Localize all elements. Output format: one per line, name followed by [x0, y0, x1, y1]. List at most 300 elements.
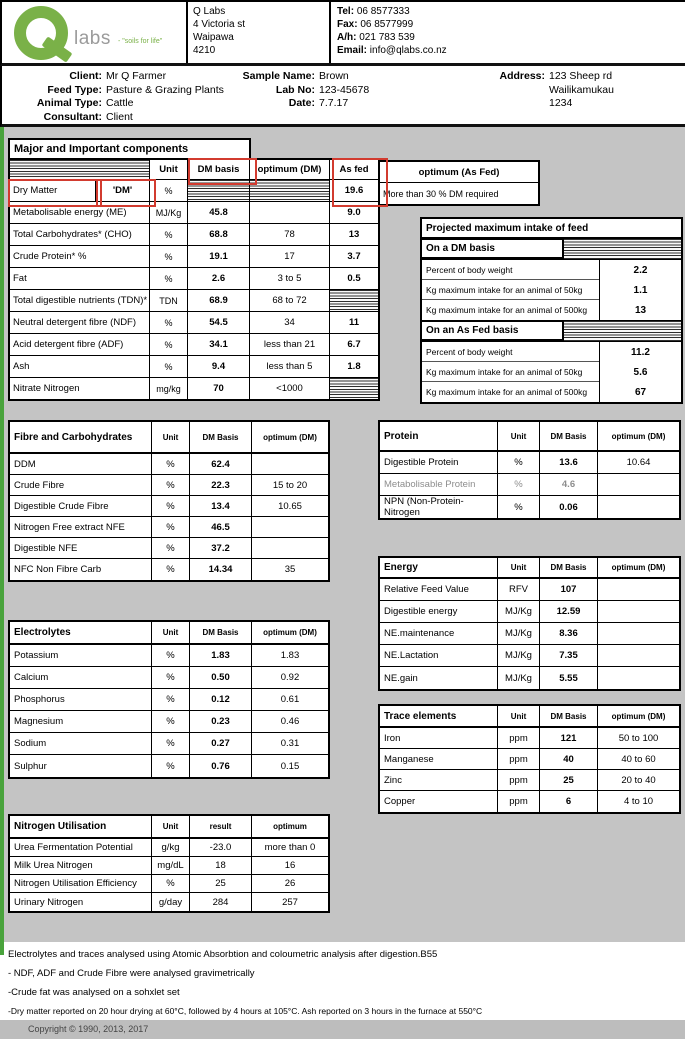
row-unit: MJ/Kg	[498, 667, 540, 689]
col-dm-basis: DM Basis	[540, 558, 598, 577]
row-label: Digestible Protein	[380, 452, 498, 473]
row-label: Total Carbohydrates* (CHO)	[10, 224, 150, 245]
col-optimum: optimum (DM)	[263, 432, 317, 442]
field-label: Client:	[69, 70, 102, 82]
sample-fields	[237, 70, 452, 124]
table-title: Projected maximum intake of feed	[422, 219, 681, 239]
dm-basis-value: 0.27	[190, 733, 252, 754]
row-label: NE.gain	[380, 667, 498, 689]
optimum-value: 16	[284, 860, 296, 871]
copyright-bar	[0, 1020, 685, 1039]
row-unit: %	[152, 875, 190, 892]
optimum-value: 10.65	[278, 500, 302, 512]
row-value: 2.2	[599, 260, 681, 280]
intake-row	[422, 382, 681, 402]
col-optimum-as-fed: optimum (As Fed)	[380, 162, 538, 183]
row-unit: %	[152, 645, 190, 666]
row-label: DDM	[10, 454, 152, 474]
row-unit: g/day	[152, 893, 190, 911]
field-label: Date:	[288, 97, 315, 109]
table-row	[380, 474, 679, 496]
optimum-value: 20 to 40	[621, 774, 656, 786]
optimum-value: 0.61	[280, 694, 300, 705]
row-unit: MJ/Kg	[498, 645, 540, 666]
dm-basis-value: 37.2	[190, 538, 252, 558]
dm-basis-subheader	[422, 239, 681, 260]
table-row	[10, 538, 328, 559]
copyright-text: Copyright © 1990, 2013, 2017	[28, 1024, 149, 1034]
dm-basis-value: 70	[188, 378, 250, 399]
row-label: Metabolisable Protein	[380, 474, 498, 495]
table-row	[10, 857, 328, 875]
col-dm-basis: DM Basis	[190, 622, 252, 643]
row-label: Magnesium	[10, 711, 152, 732]
optimum-value	[252, 454, 328, 474]
table-header	[380, 558, 679, 579]
optimum-value: 0.46	[280, 716, 300, 727]
row-value: 11.2	[599, 342, 681, 362]
intake-row	[422, 342, 681, 362]
lab-contact	[329, 2, 685, 63]
table-row	[10, 290, 378, 312]
col-optimum: optimum	[273, 822, 307, 831]
optimum-value: 0.15	[280, 760, 300, 772]
table-row	[10, 268, 378, 290]
optimum-value	[598, 667, 679, 689]
dm-basis-value: 13.4	[190, 496, 252, 516]
row-unit: %	[150, 246, 188, 267]
table-header	[10, 816, 328, 839]
optimum-dm-value	[250, 202, 330, 223]
contact-value: info@qlabs.co.nz	[369, 45, 447, 56]
col-unit: Unit	[498, 706, 540, 726]
result-value: 18	[190, 857, 252, 874]
sample-field-row	[237, 84, 452, 98]
row-unit: %	[152, 711, 190, 732]
qlabs-logo	[2, 2, 186, 63]
dm-basis-value: 54.5	[188, 312, 250, 333]
row-label: Nitrate Nitrogen	[10, 378, 150, 399]
dm-basis-value: 45.8	[188, 202, 250, 223]
row-unit: %	[152, 667, 190, 688]
table-row	[380, 749, 679, 770]
col-dm-basis: DM Basis	[190, 422, 252, 452]
intake-row	[422, 260, 681, 280]
optimum-value	[252, 517, 328, 537]
optimum-value: 257	[282, 896, 298, 908]
table-row	[10, 667, 328, 689]
table-header	[10, 422, 328, 454]
field-label: Sample Name:	[242, 70, 315, 82]
row-unit: ppm	[498, 728, 540, 748]
col-optimum: optimum (DM)	[611, 563, 666, 572]
row-label: Neutral detergent fibre (NDF)	[10, 312, 150, 333]
table-row	[10, 246, 378, 268]
note-line: -Crude fat was analysed on a sohxlet set	[8, 987, 180, 998]
contact-line	[337, 31, 685, 44]
table-row	[380, 623, 679, 645]
row-unit: RFV	[498, 579, 540, 600]
client-field-row	[2, 70, 237, 84]
row-unit: ppm	[498, 770, 540, 790]
row-label: Manganese	[380, 749, 498, 769]
table-title: Major and Important components	[8, 138, 251, 160]
table-row	[380, 770, 679, 791]
row-label: Total digestible nutrients (TDN)*	[10, 290, 150, 311]
col-optimum: optimum (DM)	[611, 711, 666, 721]
result-value: 284	[190, 893, 252, 911]
dm-basis-value: 40	[540, 749, 598, 769]
protein-table	[378, 420, 681, 520]
table-title: Nitrogen Utilisation	[10, 816, 152, 837]
as-fed-value	[330, 290, 378, 311]
optimum-value: more than 0	[264, 842, 316, 853]
row-value: 1.1	[599, 280, 681, 300]
dry-matter-row	[10, 180, 378, 202]
row-value: 67	[599, 382, 681, 402]
field-value: 123-45678	[319, 83, 370, 96]
table-row	[380, 667, 679, 689]
contact-line	[337, 5, 685, 18]
row-label: Kg maximum intake for an animal of 500kg	[426, 387, 588, 397]
col-unit: Unit	[152, 816, 190, 837]
fibre-carbohydrates-table	[8, 420, 330, 582]
dm-basis-value: 68.8	[188, 224, 250, 245]
col-unit: Unit	[498, 558, 540, 577]
dm-basis-value: 5.55	[540, 667, 598, 689]
hatched-cell	[188, 180, 250, 201]
row-label: Potassium	[10, 645, 152, 666]
row-label: Phosphorus	[10, 689, 152, 710]
col-dm-basis: DM basis	[188, 160, 250, 179]
row-label: Urinary Nitrogen	[10, 893, 152, 911]
optimum-dm-value: 34	[250, 312, 330, 333]
table-header	[380, 706, 679, 728]
note-line: -Dry matter reported on 20 hour drying at 60°C, followed by 4 hours at 105°C. Ash reported on 3 hours in the furnace at 550°C	[8, 1006, 483, 1016]
contact-label: Tel:	[337, 6, 355, 17]
row-label: Nitrogen Utilisation Efficiency	[10, 875, 152, 892]
address-label: Address:	[499, 70, 545, 82]
table-row	[380, 645, 679, 667]
table-row	[380, 496, 679, 518]
row-unit: %	[152, 689, 190, 710]
row-unit: MJ/Kg	[498, 601, 540, 622]
row-unit: %	[152, 559, 190, 580]
optimum-dm-value: <1000	[250, 378, 330, 399]
optimum-value: 10.64	[626, 457, 651, 468]
hatched-cell	[250, 180, 330, 201]
row-unit: %	[150, 180, 188, 201]
field-label: Consultant:	[43, 110, 102, 123]
dm-basis-value: 0.12	[190, 689, 252, 710]
row-unit: g/kg	[152, 839, 190, 856]
table-row	[10, 893, 328, 911]
address-line: 1234	[549, 97, 573, 109]
row-unit: %	[152, 538, 190, 558]
table-row	[380, 579, 679, 601]
row-unit: mg/kg	[150, 378, 188, 399]
lab-address-line: Q Labs	[193, 6, 226, 17]
optimum-value	[598, 496, 679, 518]
table-header	[380, 422, 679, 452]
row-unit: MJ/Kg	[498, 623, 540, 644]
dm-basis-value: 22.3	[190, 475, 252, 495]
lab-address-line: 4210	[193, 45, 216, 56]
row-label: NFC Non Fibre Carb	[10, 559, 152, 580]
intake-row	[422, 362, 681, 382]
optimum-value: 0.92	[280, 672, 300, 683]
row-unit: %	[152, 733, 190, 754]
optimum-value: 35	[284, 564, 296, 575]
row-label: Digestible energy	[380, 601, 498, 622]
as-fed-value: 1.8	[347, 361, 361, 372]
row-label: Crude Fibre	[10, 475, 152, 495]
table-row	[10, 496, 328, 517]
report-header	[0, 0, 685, 127]
dm-basis-value: 0.23	[190, 711, 252, 732]
dm-basis-value: 12.59	[540, 601, 598, 622]
as-fed-value	[330, 378, 378, 399]
contact-label: A/h:	[337, 32, 357, 43]
col-unit: Unit	[150, 160, 188, 179]
row-label: Percent of body weight	[422, 342, 599, 362]
optimum-value: 4 to 10	[623, 796, 654, 807]
row-label: Acid detergent fibre (ADF)	[10, 334, 150, 355]
dm-code: 'DM'	[96, 180, 150, 201]
row-label: Digestible Crude Fibre	[10, 496, 152, 516]
dm-basis-value: 14.34	[190, 559, 252, 580]
result-value: 25	[190, 875, 252, 892]
field-label: Feed Type:	[47, 83, 102, 96]
dm-basis-value: 9.4	[188, 356, 250, 377]
row-label: NE.maintenance	[380, 623, 498, 644]
col-unit: Unit	[152, 622, 190, 643]
row-label: Urea Fermentation Potential	[10, 839, 152, 856]
row-label: Copper	[380, 791, 498, 812]
field-value: Pasture & Grazing Plants	[106, 83, 224, 96]
optimum-dm-value: less than 21	[250, 334, 330, 355]
row-label: Zinc	[380, 770, 498, 790]
table-row	[10, 689, 328, 711]
row-label: Kg maximum intake for an animal of 500kg	[426, 305, 588, 315]
lab-address	[186, 2, 329, 63]
table-row	[380, 791, 679, 812]
row-label: Metabolisable energy (ME)	[10, 202, 150, 223]
field-value: Mr Q Farmer	[106, 70, 167, 82]
client-info-section	[0, 66, 685, 127]
major-components-grid	[8, 158, 380, 401]
table-row	[10, 645, 328, 667]
dm-basis-value: 68.9	[188, 290, 250, 311]
as-fed-value: 0.5	[347, 273, 361, 284]
client-address	[452, 70, 685, 124]
optimum-value: 40 to 60	[621, 753, 656, 765]
optimum-value: 0.31	[280, 738, 300, 749]
row-unit: %	[498, 474, 540, 495]
dm-basis-value: 2.6	[188, 268, 250, 289]
table-row	[10, 378, 378, 399]
row-label: Dry Matter	[10, 180, 96, 201]
dm-basis-value: 4.6	[540, 474, 598, 495]
table-row	[10, 517, 328, 538]
sample-field-row	[237, 97, 452, 111]
row-label: Digestible NFE	[10, 538, 152, 558]
note-line: - NDF, ADF and Crude Fibre were analysed gravimetrically	[8, 968, 255, 979]
client-fields	[2, 70, 237, 124]
optimum-value	[598, 601, 679, 622]
row-label: NPN (Non-Protein-Nitrogen	[380, 496, 498, 518]
optimum-value	[252, 538, 328, 558]
dm-basis-value: 34.1	[188, 334, 250, 355]
intake-row	[422, 280, 681, 300]
row-unit: %	[152, 475, 190, 495]
row-label: Crude Protein* %	[10, 246, 150, 267]
optimum-value: 50 to 100	[618, 732, 659, 744]
row-unit: %	[150, 334, 188, 355]
row-label: Calcium	[10, 667, 152, 688]
optimum-value	[598, 623, 679, 644]
dm-basis-value: 46.5	[190, 517, 252, 537]
col-dm-basis: DM Basis	[540, 706, 598, 726]
table-row	[10, 711, 328, 733]
col-optimum: optimum (DM)	[611, 431, 666, 441]
row-label: Ash	[10, 356, 150, 377]
row-unit: %	[150, 268, 188, 289]
row-unit: %	[152, 496, 190, 516]
table-title: Energy	[380, 558, 498, 577]
contact-label: Fax:	[337, 19, 358, 30]
lab-address-line: 4 Victoria st	[193, 19, 246, 30]
result-value: -23.0	[190, 839, 252, 856]
table-row	[10, 839, 328, 857]
row-label: Fat	[10, 268, 150, 289]
optimum-dm-value: less than 5	[250, 356, 330, 377]
method-notes	[0, 942, 685, 1020]
table-row	[10, 733, 328, 755]
row-label: Iron	[380, 728, 498, 748]
col-optimum: optimum (DM)	[263, 628, 317, 637]
note-line: Electrolytes and traces analysed using Atomic Absorbtion and coloumetric analysis after digestion.B55	[8, 949, 438, 960]
optimum-dm-value: 78	[250, 224, 330, 245]
table-title: Electrolytes	[10, 622, 152, 643]
row-label: Nitrogen Free extract NFE	[10, 517, 152, 537]
col-optimum-dm: optimum (DM)	[250, 160, 330, 179]
row-label: Sodium	[10, 733, 152, 754]
col-unit: Unit	[498, 422, 540, 450]
field-label: Animal Type:	[36, 97, 102, 109]
table-row	[10, 334, 378, 356]
dm-basis-value: 107	[540, 579, 598, 600]
as-fed-value: 13	[348, 229, 360, 240]
dm-basis-value: 25	[540, 770, 598, 790]
field-value: Cattle	[106, 97, 134, 109]
dm-basis-value: 62.4	[190, 454, 252, 474]
dm-basis-value: 0.76	[190, 755, 252, 777]
table-row	[10, 312, 378, 334]
optimum-value: 15 to 20	[272, 479, 308, 491]
optimum-dm-value: 3 to 5	[250, 268, 330, 289]
contact-value: 06 8577999	[360, 19, 414, 30]
dry-matter-requirement-note: More than 30 % DM required	[383, 188, 499, 199]
energy-table	[378, 556, 681, 691]
dm-basis-value: 19.1	[188, 246, 250, 267]
row-unit: %	[152, 755, 190, 777]
optimum-dm-value: 17	[250, 246, 330, 267]
table-row	[10, 755, 328, 777]
table-row	[380, 728, 679, 749]
nitrogen-utilisation-table	[8, 814, 330, 913]
row-label: Milk Urea Nitrogen	[10, 857, 152, 874]
optimum-value	[598, 579, 679, 600]
row-unit: MJ/Kg	[150, 202, 188, 223]
field-value: Client	[106, 110, 133, 123]
address-line: Wailikamukau	[549, 83, 614, 96]
col-as-fed: As fed	[339, 164, 369, 175]
optimum-value: 26	[284, 878, 296, 889]
row-unit: %	[150, 356, 188, 377]
as-fed-value: 9.0	[347, 207, 361, 218]
green-edge-line	[0, 127, 4, 955]
dm-basis-value: 7.35	[540, 645, 598, 666]
table-row	[10, 356, 378, 378]
logo-labs-text: labs	[74, 28, 111, 49]
table-row	[10, 454, 328, 475]
sample-field-row	[237, 70, 452, 84]
dm-basis-value: 6	[540, 791, 598, 812]
row-unit: %	[150, 312, 188, 333]
electrolytes-table	[8, 620, 330, 779]
table-row	[10, 875, 328, 893]
row-unit: mg/dL	[152, 857, 190, 874]
intake-row	[422, 300, 681, 320]
field-label: Lab No:	[275, 83, 315, 96]
row-unit: ppm	[498, 791, 540, 812]
table-title: Protein	[380, 422, 498, 450]
projected-intake-table	[420, 217, 683, 404]
as-fed-value: 11	[348, 317, 360, 328]
row-label: NE.Lactation	[380, 645, 498, 666]
table-row	[10, 559, 328, 580]
row-unit: TDN	[150, 290, 188, 311]
optimum-dm-value: 68 to 72	[250, 290, 330, 311]
contact-label: Email:	[337, 45, 368, 56]
optimum-value	[598, 645, 679, 666]
row-unit: %	[498, 452, 540, 473]
optimum-value: 1.83	[280, 650, 300, 661]
row-label: Percent of body weight	[422, 260, 599, 280]
field-value: 7.7.17	[319, 97, 349, 109]
dm-basis-value: 1.83	[190, 645, 252, 666]
logo-tagline: - "soils for life"	[118, 38, 163, 45]
contact-line	[337, 44, 685, 57]
dm-basis-value: 8.36	[540, 623, 598, 644]
col-unit: Unit	[152, 422, 190, 452]
client-field-row	[2, 84, 237, 98]
table-header	[10, 160, 378, 180]
dm-basis-value: 0.06	[540, 496, 598, 518]
col-dm-basis: DM Basis	[540, 422, 598, 450]
as-fed-value: 6.7	[347, 339, 361, 350]
client-field-row	[2, 111, 237, 125]
dm-basis-value: 0.50	[190, 667, 252, 688]
field-value: Brown	[319, 70, 349, 82]
row-label: Sulphur	[10, 755, 152, 777]
optimum-as-fed-box	[378, 160, 540, 206]
hatched-cell	[10, 160, 150, 179]
row-unit: %	[498, 496, 540, 518]
row-value: 5.6	[599, 362, 681, 382]
table-row	[380, 452, 679, 474]
